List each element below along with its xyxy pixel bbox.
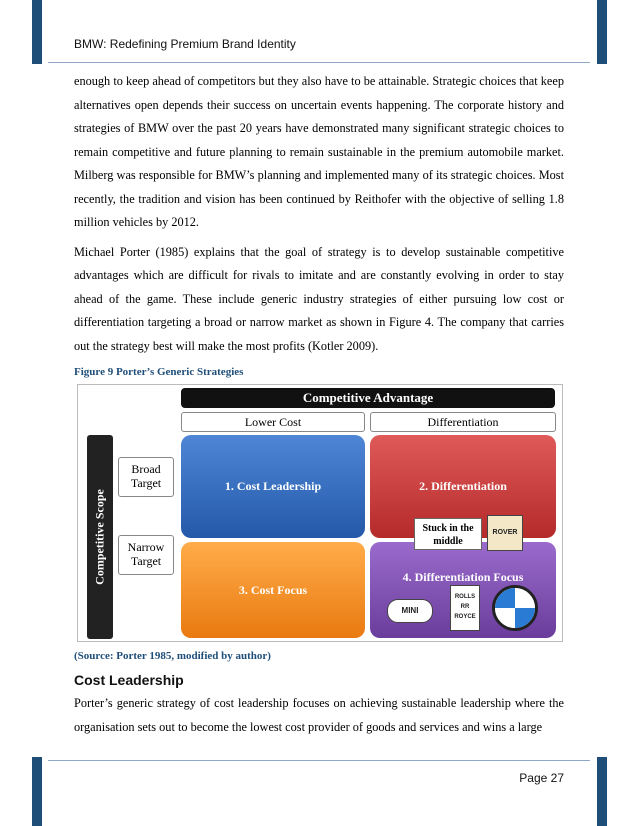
porter-figure [77,384,563,642]
header-rule [48,62,590,63]
figure-source: (Source: Porter 1985, modified by author) [74,650,271,662]
differentiation-focus-label: 4. Differentiation Focus [402,570,524,584]
paragraph-2: Michael Porter (1985) explains that the goal of strategy is to develop sustainable competitive advantages which are difficult for rivals to imitate and are constantly evolving in order to stay ahead of the game. These include generic industry strategies of either pursuing low cost or differentiation targeting a broad or narrow market as shown in Figure 4. The company that carries out the strategy best will make the most profits (Kotler 2009). [74,244,564,353]
left-bottom-bar [32,757,42,826]
cost-focus-quadrant: 3. Cost Focus [181,542,365,638]
right-top-bar [597,0,607,64]
bmw-logo-icon [492,585,538,631]
paragraph-1: enough to keep ahead of competitors but they also have to be attainable. Strategic choices that keep alternatives open depends their success on uncertain events happening. The corporate history and strategies of BMW over the past 20 years have demonstrated many significant strategic choices to remain competitive and future planning to remain sustainable in the premium automobile market. Milberg was responsible for BMW’s planning and implemented many of its strategic choices. Most recently, the tradition and vision has been continued by Reithofer with the objective of selling 1.8 million vehicles by 2012. [74,74,564,229]
competitive-scope-bar [87,435,113,639]
section-heading: Cost Leadership [74,672,184,688]
competitive-scope-label: Competitive Scope [92,489,107,585]
differentiation-quadrant: 2. Differentiation [370,435,556,538]
section-paragraph: Porter’s generic strategy of cost leadership focuses on achieving sustainable leadership where the organisation sets out to become the lowest cost provider of goods and services and wins a large [74,696,564,734]
footer-rule [48,760,590,761]
lower-cost-header: Lower Cost [181,412,365,432]
right-bottom-bar [597,757,607,826]
rolls-royce-logo-icon: ROLLS RR ROYCE [450,585,480,631]
cost-leadership-quadrant: 1. Cost Leadership [181,435,365,538]
left-top-bar [32,0,42,64]
page-number: Page 27 [519,771,564,785]
differentiation-header: Differentiation [370,412,556,432]
header-title: BMW: Redefining Premium Brand Identity [74,37,296,51]
stuck-in-middle-label: Stuck in the middle [414,518,482,550]
narrow-target-label: Narrow Target [118,535,174,575]
page-body [74,70,564,745]
mini-logo-icon: MINI [387,599,433,623]
broad-target-label: Broad Target [118,457,174,497]
figure-caption: Figure 9 Porter’s Generic Strategies [74,366,244,378]
competitive-advantage-label: Competitive Advantage [181,388,555,408]
rover-logo-icon: ROVER [487,515,523,551]
